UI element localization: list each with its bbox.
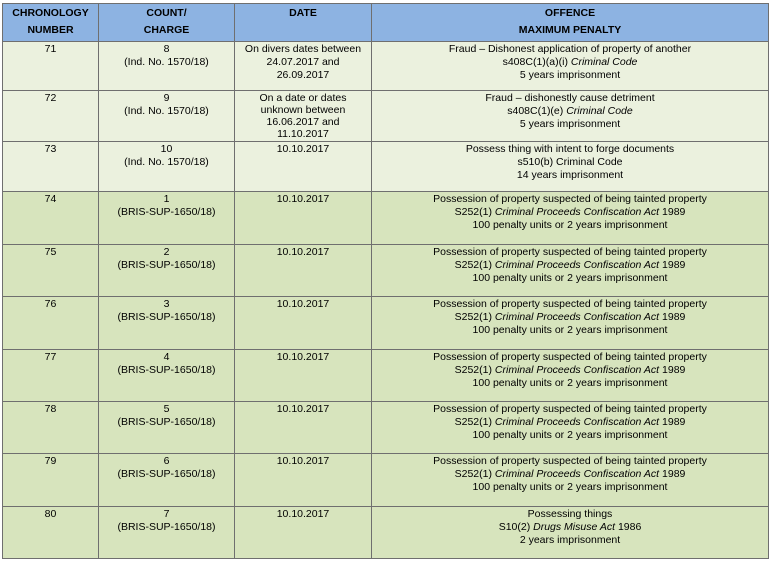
chronology-number-cell (3, 506, 99, 558)
offence-section: S252(1) (454, 311, 492, 324)
offence-act: Criminal Proceeds Confiscation Act (494, 468, 660, 481)
date-line: 10.10.2017 (276, 298, 330, 311)
table-row (3, 244, 769, 296)
offence-description: Possession of property suspected of being tainted property (433, 402, 707, 415)
count-charge-cell (99, 506, 235, 558)
count-charge-cell (99, 401, 235, 453)
date-cell (235, 192, 372, 244)
charge-reference: (BRIS-SUP-1650/18) (117, 468, 216, 481)
charge-reference: (BRIS-SUP-1650/18) (117, 206, 216, 219)
maximum-penalty: 100 penalty units or 2 years imprisonment (472, 428, 668, 441)
chronology-number-cell (3, 454, 99, 506)
charge-reference: (BRIS-SUP-1650/18) (117, 363, 216, 376)
table-body (3, 42, 769, 559)
chronology-number: 75 (44, 245, 57, 258)
header-text: CHRONOLOGY (12, 7, 89, 19)
offence-act-year: 1989 (662, 311, 686, 324)
date-line: 24.07.2017 and (266, 56, 340, 68)
date-line: On divers dates between (244, 43, 362, 55)
date-line: 26.09.2017 (276, 69, 330, 81)
count-number: 6 (163, 455, 170, 468)
offence-cell (372, 141, 769, 192)
count-number: 9 (163, 91, 170, 104)
table-row (3, 454, 769, 506)
header-chronology-number (3, 4, 99, 42)
offence-description: Fraud – dishonestly cause detriment (485, 91, 655, 104)
offence-act-year: 1989 (662, 363, 686, 376)
charge-reference: (Ind. No. 1570/18) (124, 56, 209, 68)
offence-act: Criminal Proceeds Confiscation Act (494, 206, 660, 219)
count-charge-cell (99, 297, 235, 349)
maximum-penalty: 100 penalty units or 2 years imprisonment (472, 324, 668, 337)
charge-reference: (BRIS-SUP-1650/18) (117, 258, 216, 271)
offence-description: Possession of property suspected of being tainted property (433, 350, 707, 363)
date-line: 10.10.2017 (276, 402, 330, 415)
count-number: 4 (163, 350, 170, 363)
date-line: 10.10.2017 (276, 350, 330, 363)
table-row (3, 141, 769, 192)
chronology-number-cell (3, 42, 99, 91)
date-line: On a date or dates (259, 91, 347, 104)
offence-act-year: 1989 (662, 258, 686, 271)
offence-cell (372, 506, 769, 558)
offence-description: Possess thing with intent to forge documents (465, 142, 675, 155)
table-row (3, 90, 769, 141)
chronology-number: 73 (44, 142, 57, 155)
count-charge-cell (99, 454, 235, 506)
header-count-charge (99, 4, 235, 42)
table-row (3, 506, 769, 558)
maximum-penalty: 14 years imprisonment (516, 168, 624, 181)
count-charge-cell (99, 244, 235, 296)
charge-reference: (Ind. No. 1570/18) (124, 155, 209, 168)
chronology-number: 77 (44, 350, 57, 363)
date-cell (235, 349, 372, 401)
header-text: DATE (289, 7, 317, 19)
offence-section: S252(1) (454, 415, 492, 428)
date-line: 16.06.2017 and (266, 115, 340, 128)
chronology-number-cell (3, 141, 99, 192)
count-charge-cell (99, 141, 235, 192)
date-cell (235, 42, 372, 91)
offence-cell (372, 42, 769, 91)
offence-section: S252(1) (454, 468, 492, 481)
offence-section: s510(b) Criminal Code (517, 155, 623, 168)
offence-act: Criminal Proceeds Confiscation Act (494, 415, 660, 428)
chronology-number: 78 (44, 402, 57, 415)
offence-cell (372, 244, 769, 296)
chronology-number-cell (3, 90, 99, 141)
charge-reference: (BRIS-SUP-1650/18) (117, 415, 216, 428)
count-number: 2 (163, 245, 170, 258)
offence-act: Criminal Code (570, 56, 638, 68)
table-header-row (3, 4, 769, 42)
offence-cell (372, 454, 769, 506)
offence-act: Criminal Proceeds Confiscation Act (494, 311, 660, 324)
chronology-table (2, 3, 769, 559)
offence-section: S252(1) (454, 363, 492, 376)
offence-cell (372, 192, 769, 244)
maximum-penalty: 5 years imprisonment (519, 69, 621, 81)
count-number: 7 (163, 507, 170, 520)
table-row (3, 297, 769, 349)
chronology-number: 80 (44, 507, 57, 520)
offence-section: S252(1) (454, 206, 492, 219)
count-charge-cell (99, 90, 235, 141)
chronology-number: 76 (44, 298, 57, 311)
date-cell (235, 297, 372, 349)
count-charge-cell (99, 42, 235, 91)
chronology-number-cell (3, 192, 99, 244)
table-row (3, 192, 769, 244)
chronology-number: 79 (44, 455, 57, 468)
offence-section: S10(2) (498, 520, 531, 533)
offence-description: Possession of property suspected of being tainted property (433, 298, 707, 311)
date-line: 10.10.2017 (276, 193, 330, 206)
offence-cell (372, 401, 769, 453)
header-text: NUMBER (27, 24, 74, 36)
offence-description: Possessing things (527, 507, 613, 520)
header-text: COUNT/ (146, 7, 187, 19)
chronology-number: 74 (44, 193, 57, 206)
date-cell (235, 90, 372, 141)
date-line: 11.10.2017 (277, 127, 329, 140)
maximum-penalty: 2 years imprisonment (519, 533, 621, 546)
date-cell (235, 401, 372, 453)
chronology-number-cell (3, 244, 99, 296)
date-cell (235, 244, 372, 296)
charge-reference: (BRIS-SUP-1650/18) (117, 311, 216, 324)
count-number: 10 (160, 142, 173, 155)
offence-act: Drugs Misuse Act (533, 520, 616, 533)
offence-description: Fraud – Dishonest application of property of another (448, 43, 692, 55)
header-text: OFFENCE (544, 7, 596, 19)
table-row (3, 42, 769, 91)
date-line: 10.10.2017 (276, 455, 330, 468)
chronology-number-cell (3, 297, 99, 349)
offence-description: Possession of property suspected of being tainted property (433, 245, 707, 258)
offence-section: s408C(1)(e) (507, 104, 564, 117)
count-number: 8 (163, 43, 170, 55)
offence-act-year: 1989 (662, 468, 686, 481)
maximum-penalty: 100 penalty units or 2 years imprisonment (472, 481, 668, 494)
offence-act: Criminal Proceeds Confiscation Act (494, 363, 660, 376)
maximum-penalty: 100 penalty units or 2 years imprisonment (472, 271, 668, 284)
date-line: 10.10.2017 (276, 507, 330, 520)
count-number: 3 (163, 298, 170, 311)
offence-act-year: 1989 (662, 206, 686, 219)
count-number: 5 (163, 402, 170, 415)
date-line: 10.10.2017 (276, 142, 330, 155)
maximum-penalty: 100 penalty units or 2 years imprisonment (472, 219, 668, 232)
date-cell (235, 141, 372, 192)
maximum-penalty: 100 penalty units or 2 years imprisonment (472, 376, 668, 389)
table-row (3, 349, 769, 401)
offence-description: Possession of property suspected of being tainted property (433, 455, 707, 468)
table-row (3, 401, 769, 453)
offence-description: Possession of property suspected of being tainted property (433, 193, 707, 206)
chronology-number: 71 (44, 43, 57, 55)
date-line: 10.10.2017 (276, 245, 330, 258)
offence-section: s408C(1)(a)(i) (502, 56, 568, 68)
offence-act-year: 1986 (617, 520, 642, 533)
date-cell (235, 506, 372, 558)
offence-cell (372, 349, 769, 401)
header-date (235, 4, 372, 42)
chronology-number-cell (3, 349, 99, 401)
offence-cell (372, 90, 769, 141)
count-charge-cell (99, 349, 235, 401)
offence-act: Criminal Code (566, 104, 633, 117)
date-cell (235, 454, 372, 506)
charge-reference: (Ind. No. 1570/18) (124, 104, 209, 117)
date-line: unknown between (260, 103, 346, 116)
offence-cell (372, 297, 769, 349)
offence-act-year: 1989 (662, 415, 686, 428)
header-text: MAXIMUM PENALTY (518, 24, 622, 36)
offence-section: S252(1) (454, 258, 492, 271)
offence-act: Criminal Proceeds Confiscation Act (494, 258, 660, 271)
count-charge-cell (99, 192, 235, 244)
header-offence (372, 4, 769, 42)
header-text: CHARGE (143, 24, 190, 36)
count-number: 1 (163, 193, 170, 206)
maximum-penalty: 5 years imprisonment (519, 117, 621, 130)
chronology-number-cell (3, 401, 99, 453)
chronology-number: 72 (44, 91, 57, 104)
charge-reference: (BRIS-SUP-1650/18) (117, 520, 216, 533)
